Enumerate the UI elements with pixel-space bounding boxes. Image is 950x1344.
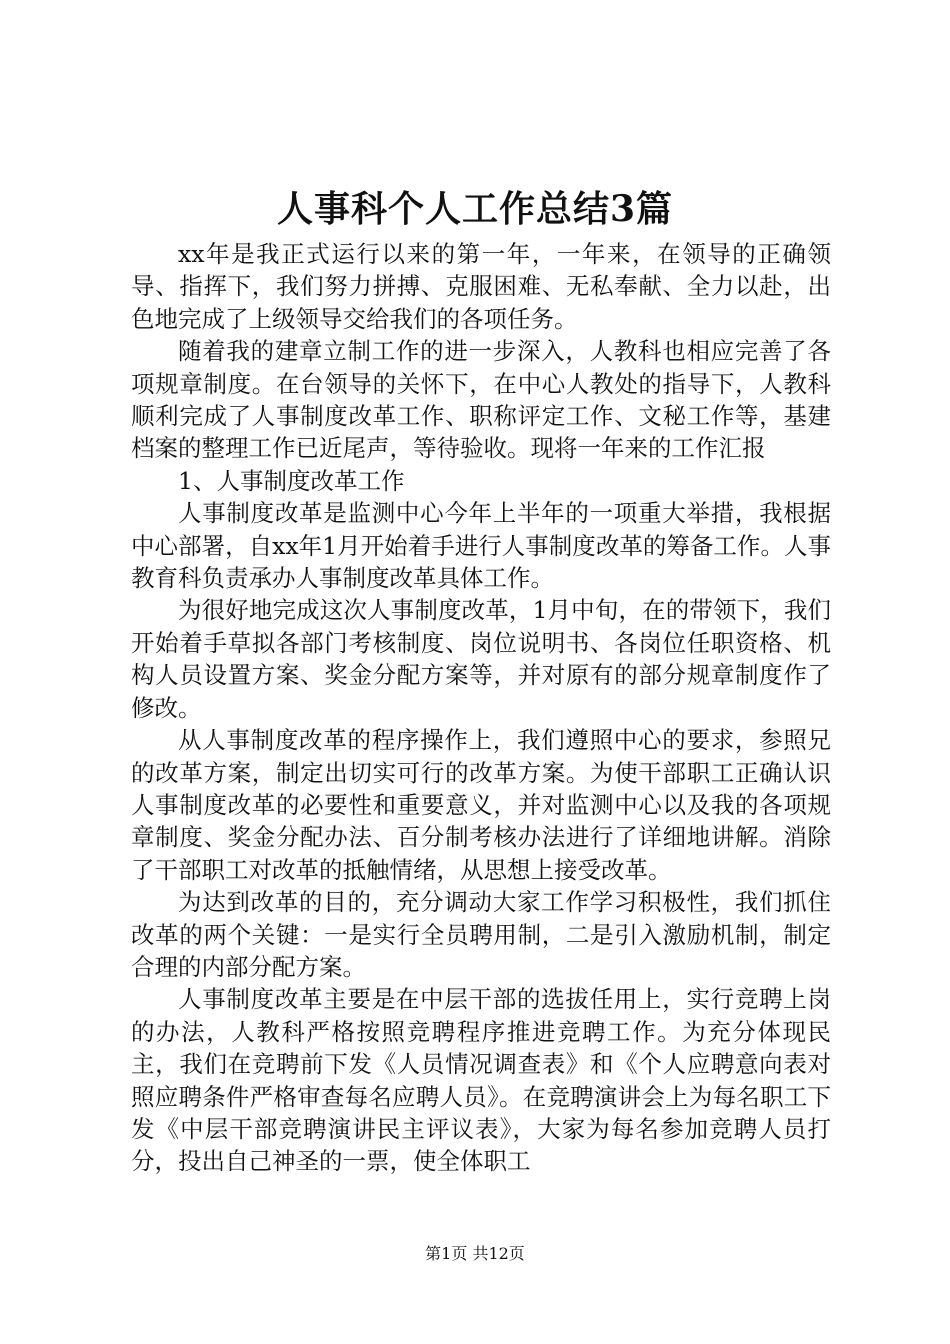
paragraph-reform-procedure: 从人事制度改革的程序操作上，我们遵照中心的要求，参照兄的改革方案，制定出切实可行的改革方案。为使干部职工正确认识人事制度改革的必要性和重要意义，并对监测中心以及我的各项规章制度、奖金分配办法、百分制考核办法进行了详细地讲解。消除了干部职工对改革的抵触情绪，从思想上接受改革。 xyxy=(131,726,831,884)
paragraph-reform-preparation: 为很好地完成这次人事制度改革，1月中旬，在的带领下，我们开始着手草拟各部门考核制度、岗位说明书、各岗位任职资格、机构人员设置方案、奖金分配方案等，并对原有的部分规章制度作了修改。 xyxy=(131,596,831,722)
page-number-footer: 第1页 共12页 xyxy=(425,1244,525,1263)
paragraph-competitive-appointment: 人事制度改革主要是在中层干部的选拔任用上，实行竞聘上岗的办法，人教科严格按照竞聘程序推进竞聘工作。为充分体现民主，我们在竞聘前下发《人员情况调查表》和《个人应聘意向表对照应聘条件严格审查每名应聘人员》。在竞聘演讲会上为每名职工下发《中层干部竞聘演讲民主评议表》，大家为每名参加竞聘人员打分，投出自己神圣的一票，使全体职工 xyxy=(131,985,831,1176)
document-title: 人事科个人工作总结3篇 xyxy=(276,188,674,230)
paragraph-overview: 随着我的建章立制工作的进一步深入，人教科也相应完善了各项规章制度。在台领导的关怀下，在中心人教处的指导下，人教科顺利完成了人事制度改革工作、职称评定工作、文秘工作等，基建档案的整理工作已近尾声，等待验收。现将一年来的工作汇报 xyxy=(131,337,831,463)
paragraph-reform-keys: 为达到改革的目的，充分调动大家工作学习积极性，我们抓住改革的两个关键：一是实行全员聘用制，二是引入激励机制，制定合理的内部分配方案。 xyxy=(131,888,831,981)
paragraph-intro: xx年是我正式运行以来的第一年，一年来，在领导的正确领导、指挥下，我们努力拼搏、克服困难、无私奉献、全力以赴，出色地完成了上级领导交给我们的各项任务。 xyxy=(131,240,831,333)
paragraph-reform-intro: 人事制度改革是监测中心今年上半年的一项重大举措，我根据中心部署，自xx年1月开始着手进行人事制度改革的筹备工作。人事教育科负责承办人事制度改革具体工作。 xyxy=(131,499,831,593)
section-heading-1: 1、人事制度改革工作 xyxy=(178,466,405,495)
document-body xyxy=(131,238,831,1178)
